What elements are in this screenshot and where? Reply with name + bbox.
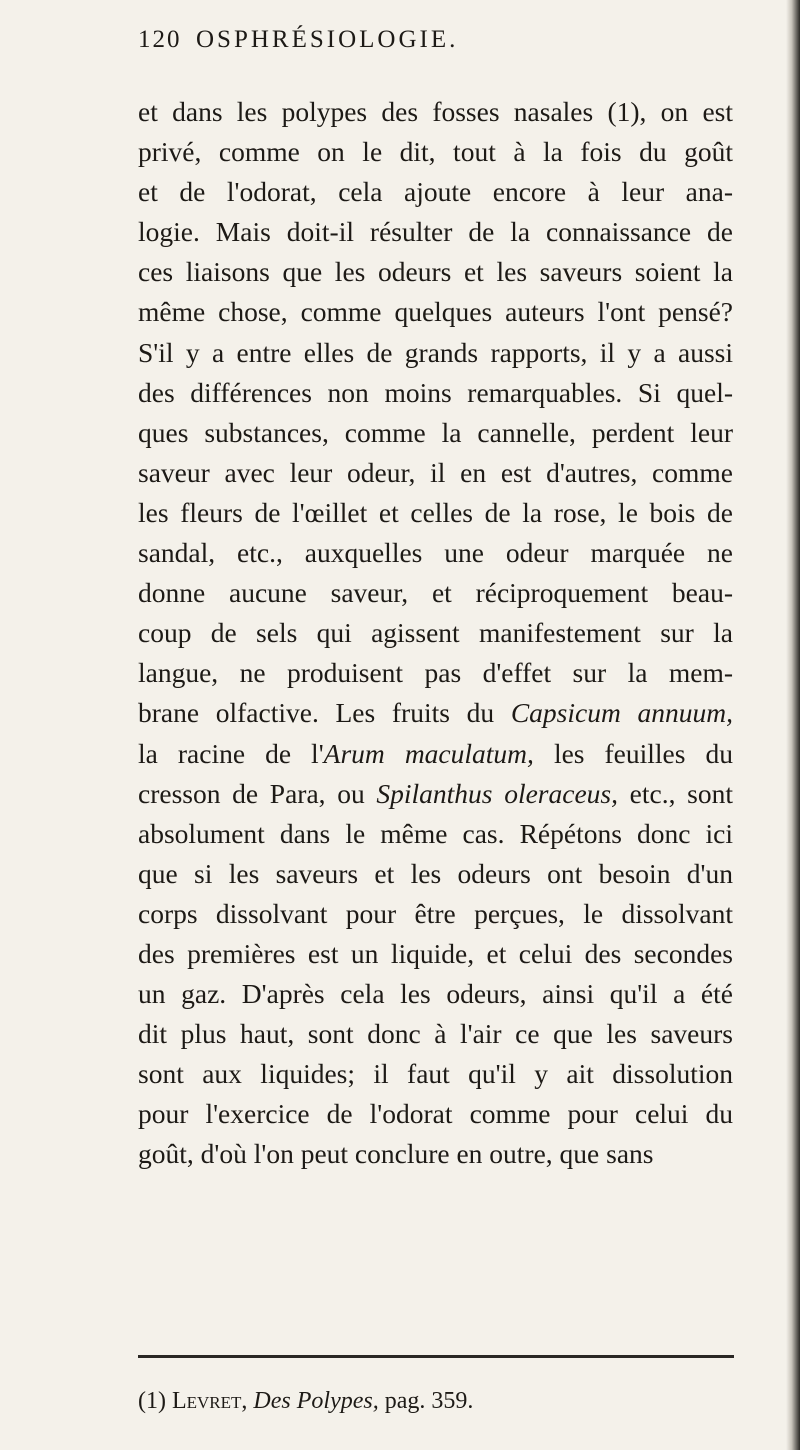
text-line xyxy=(138,92,733,132)
text-segment: privé, comme on le dit, tout à la fois du goût xyxy=(138,136,733,168)
text-segment: un gaz. D'après cela les odeurs, ainsi qu'il a été xyxy=(138,978,733,1010)
text-line xyxy=(138,573,733,613)
text-segment: S'il y a entre elles de grands rapports, il y a aussi xyxy=(138,336,733,368)
text-line xyxy=(138,1014,733,1054)
italic-segment: Arum maculatum, xyxy=(323,737,534,769)
text-segment: coup de sels qui agissent manifestement sur la xyxy=(138,617,733,649)
text-line xyxy=(138,292,733,332)
text-segment: les feuilles du xyxy=(533,737,733,769)
text-segment: goût, d'où l'on peut conclure en outre, que sans xyxy=(138,1138,654,1170)
text-line xyxy=(138,974,733,1014)
text-line xyxy=(138,734,733,774)
text-line xyxy=(138,1134,733,1174)
text-segment: langue, ne produisent pas d'effet sur la mem- xyxy=(138,657,733,689)
text-segment: et de l'odorat, cela ajoute encore à leur ana- xyxy=(138,176,733,208)
text-line xyxy=(138,1054,733,1094)
text-line xyxy=(138,172,733,212)
text-line xyxy=(138,814,733,854)
footnote-work: Des Polypes, xyxy=(253,1388,379,1414)
text-line xyxy=(138,613,733,653)
text-segment: logie. Mais doit-il résulter de la connaissance de xyxy=(138,216,733,248)
text-line xyxy=(138,533,733,573)
text-segment: saveur avec leur odeur, il en est d'autres, comme xyxy=(138,456,733,488)
text-line xyxy=(138,693,733,733)
text-line xyxy=(138,212,733,252)
text-segment: même chose, comme quelques auteurs l'ont pensé? xyxy=(138,296,733,328)
text-line xyxy=(138,653,733,693)
text-line xyxy=(138,413,733,453)
footnote xyxy=(138,1386,734,1416)
text-segment: cresson de Para, ou xyxy=(138,777,377,809)
text-line xyxy=(138,894,733,934)
text-line xyxy=(138,252,733,292)
text-segment: des premières est un liquide, et celui des secondes xyxy=(138,937,733,969)
text-line xyxy=(138,774,733,814)
footnote-author: Levret, xyxy=(171,1388,248,1414)
body-text xyxy=(138,92,733,1175)
text-segment: pour l'exercice de l'odorat comme pour celui du xyxy=(138,1098,733,1130)
text-line xyxy=(138,934,733,974)
text-segment: etc., sont xyxy=(617,777,733,809)
text-segment: donne aucune saveur, et réciproquement beau- xyxy=(138,577,733,609)
text-segment: corps dissolvant pour être perçues, le dissolvant xyxy=(138,897,733,929)
footnote-marker: (1) xyxy=(138,1388,166,1414)
text-line xyxy=(138,373,733,413)
text-segment: des différences non moins remarquables. Si quel- xyxy=(138,376,733,408)
text-segment: brane olfactive. Les fruits du xyxy=(138,697,511,729)
footnote-reference: pag. 359. xyxy=(384,1388,474,1414)
text-segment: et dans les polypes des fosses nasales (1), on est xyxy=(138,96,733,127)
text-line xyxy=(138,132,733,172)
text-segment: sont aux liquides; il faut qu'il y ait dissolution xyxy=(138,1058,733,1090)
italic-segment: Spilanthus oleraceus, xyxy=(376,777,618,809)
text-line xyxy=(138,854,733,894)
text-line xyxy=(138,333,733,373)
text-segment: que si les saveurs et les odeurs ont besoin d'un xyxy=(138,857,733,889)
page-edge-shadow xyxy=(786,0,800,1450)
text-line xyxy=(138,493,733,533)
text-segment: absolument dans le même cas. Répétons donc ici xyxy=(138,817,733,849)
text-segment: dit plus haut, sont donc à l'air ce que les saveurs xyxy=(138,1018,733,1050)
page-number: 120 xyxy=(138,26,182,53)
footnote-rule xyxy=(138,1355,734,1358)
text-line xyxy=(138,453,733,493)
running-title: OSPHRÉSIOLOGIE. xyxy=(196,26,459,53)
text-segment: sandal, etc., auxquelles une odeur marquée ne xyxy=(138,537,733,569)
text-segment: la racine de l' xyxy=(138,737,324,769)
text-line xyxy=(138,1094,733,1134)
text-segment: ques substances, comme la cannelle, perdent leur xyxy=(138,416,733,448)
text-segment: ces liaisons que les odeurs et les saveurs soient la xyxy=(138,256,733,288)
text-segment: les fleurs de l'œillet et celles de la rose, le bois de xyxy=(138,496,733,528)
italic-segment: Capsicum annuum, xyxy=(510,697,733,729)
page-header xyxy=(138,26,728,62)
